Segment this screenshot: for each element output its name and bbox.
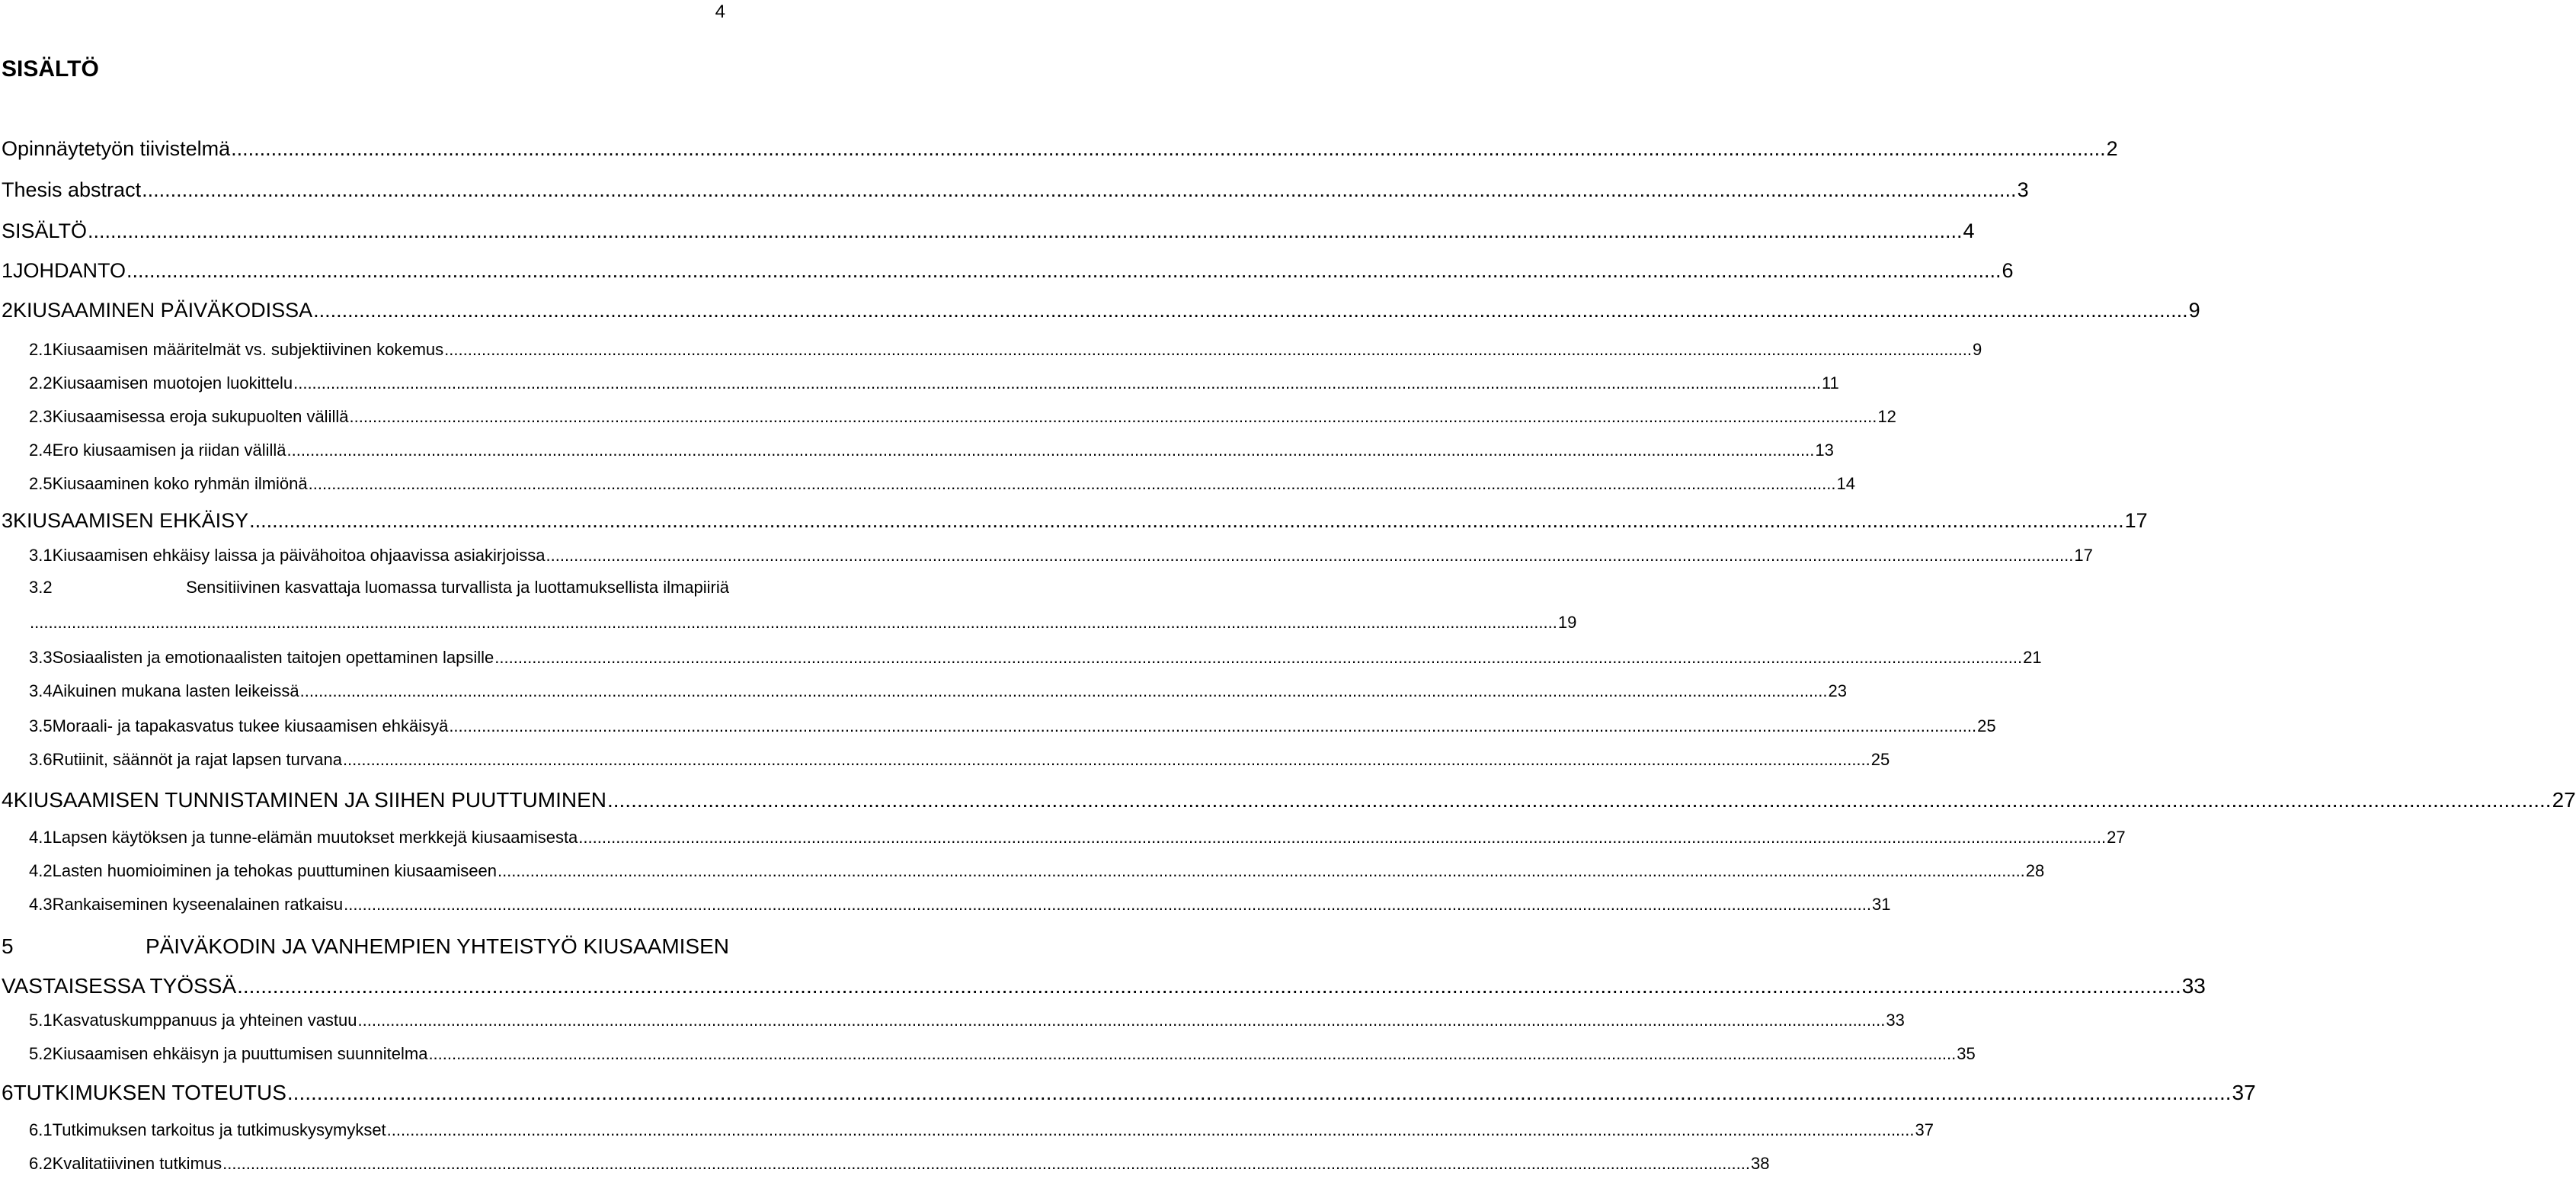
- toc-entry-title: Sosiaalisten ja emotionaalisten taitojen opettaminen lapsille: [52, 648, 494, 667]
- toc-entry-title: VASTAISESSA TYÖSSÄ: [2, 974, 237, 998]
- toc-entry-title: Kiusaamisessa eroja sukupuolten välillä: [52, 407, 349, 426]
- toc-entry[interactable]: [2, 474, 1855, 494]
- toc-entry-page: 37: [2232, 1081, 2256, 1104]
- toc-entry-page: 37: [1915, 1120, 1934, 1139]
- toc-entry-number: 5: [2, 934, 14, 958]
- toc-entry-page: 3: [2017, 178, 2029, 201]
- toc-entry-title: Kiusaamisen ehkäisyn ja puuttumisen suunnitelma: [52, 1044, 428, 1063]
- toc-leader-dots: [546, 546, 2074, 565]
- toc-entry-number: 1: [2, 259, 14, 282]
- toc-entry-page: 28: [2025, 861, 2045, 880]
- toc-entry[interactable]: [2, 299, 2200, 322]
- toc-leader-dots: [231, 137, 2105, 161]
- toc-leader-dots: [309, 474, 1836, 494]
- toc-entry[interactable]: [2, 1044, 1976, 1064]
- toc-entry[interactable]: [2, 934, 729, 959]
- toc-leader-dots: [428, 1044, 1956, 1064]
- toc-leader-dots: [222, 1154, 1750, 1174]
- toc-entry[interactable]: [2, 788, 2576, 812]
- toc-entry-number: 3.6: [29, 750, 53, 769]
- toc-entry-title: Sensitiivinen kasvattaja luomassa turvallista ja luottamuksellista ilmapiiriä: [186, 578, 729, 597]
- toc-leader-dots: [344, 895, 1871, 915]
- toc-entry-page: 19: [1557, 613, 1577, 632]
- toc-leader-dots: [358, 1011, 1886, 1030]
- toc-entry[interactable]: [2, 974, 2206, 998]
- toc-entry[interactable]: [2, 340, 1982, 360]
- toc-entry-number: 4.1: [29, 828, 53, 847]
- toc-leader-dots: [449, 716, 1976, 736]
- toc-entry-title: Kiusaamisen ehkäisy laissa ja päivähoitoa ohjaavissa asiakirjoissa: [52, 546, 546, 565]
- toc-leader-dots: [349, 407, 1877, 427]
- toc-entry-title: Kasvatuskumppanuus ja yhteinen vastuu: [52, 1011, 357, 1030]
- toc-entry[interactable]: [2, 861, 2045, 881]
- toc-entry-number: 2.4: [29, 441, 53, 460]
- toc-entry[interactable]: [2, 716, 1996, 736]
- toc-entry-page: 25: [1870, 750, 1890, 769]
- toc-entry-number: 5.1: [29, 1011, 53, 1030]
- toc-entry[interactable]: [2, 613, 1577, 633]
- toc-entry[interactable]: [2, 648, 2042, 668]
- toc-entry-number: 2: [2, 299, 14, 322]
- toc-entry[interactable]: [2, 441, 1834, 460]
- toc-entry[interactable]: [2, 509, 2148, 533]
- toc-entry-page: 38: [1750, 1154, 1770, 1173]
- toc-leader-dots: [444, 340, 1972, 360]
- toc-entry-title: Moraali- ja tapakasvatus tukee kiusaamisen ehkäisyä: [52, 716, 449, 735]
- toc-entry[interactable]: [2, 178, 2029, 202]
- toc-entry-page: 4: [1963, 219, 1975, 242]
- toc-entry-title: JOHDANTO: [13, 259, 126, 282]
- toc-entry-title: Kiusaamisen määritelmät vs. subjektiivinen kokemus: [52, 340, 444, 359]
- toc-entry-title: Kiusaaminen koko ryhmän ilmiönä: [52, 474, 308, 493]
- toc-entry-title: Lapsen käytöksen ja tunne-elämän muutokset merkkejä kiusaamisesta: [52, 828, 578, 847]
- toc-entry-title: Ero kiusaamisen ja riidan välillä: [52, 441, 286, 460]
- toc-leader-dots: [237, 974, 2181, 998]
- toc-entry-title: TUTKIMUKSEN TOTEUTUS: [13, 1081, 286, 1104]
- toc-entry-title: SISÄLTÖ: [2, 219, 88, 242]
- page-number: 4: [715, 2, 725, 22]
- toc-entry-page: 27: [2552, 788, 2576, 812]
- toc-entry-number: 4.2: [29, 861, 53, 880]
- toc-entry-number: 2.3: [29, 407, 53, 426]
- toc-entry-title: KIUSAAMINEN PÄIVÄKODISSA: [13, 299, 313, 322]
- toc-leader-dots: [300, 681, 1828, 701]
- toc-entry-page: 35: [1957, 1044, 1976, 1063]
- toc-leader-dots: [142, 178, 2016, 202]
- toc-entry[interactable]: [2, 681, 1847, 701]
- toc-entry-number: 3.4: [29, 681, 53, 700]
- toc-entry-number: 3.2: [29, 578, 53, 597]
- toc-entry-number: 5.2: [29, 1044, 53, 1063]
- toc-entry-page: 13: [1815, 441, 1834, 460]
- toc-entry-page: 14: [1836, 474, 1855, 493]
- toc-entry-title: KIUSAAMISEN TUNNISTAMINEN JA SIIHEN PUUTTUMINEN: [13, 788, 606, 812]
- toc-entry-title: Rankaiseminen kyseenalainen ratkaisu: [52, 895, 344, 914]
- toc-entry-number: 2.5: [29, 474, 53, 493]
- toc-leader-dots: [287, 441, 1815, 460]
- toc-leader-dots: [607, 788, 2552, 812]
- toc-entry-page: 2: [2106, 137, 2118, 160]
- toc-entry[interactable]: [2, 259, 2014, 283]
- toc-entry-number: 2.1: [29, 340, 53, 359]
- toc-entry-number: 3: [2, 509, 14, 532]
- toc-entry-title: Tutkimuksen tarkoitus ja tutkimuskysymykset: [52, 1120, 386, 1139]
- toc-entry-number: 4: [2, 788, 14, 812]
- toc-entry-title: Kvalitatiivinen tutkimus: [52, 1154, 222, 1173]
- toc-entry[interactable]: [2, 1154, 1770, 1174]
- toc-entry-number: 2.2: [29, 373, 53, 392]
- toc-entry-page: 23: [1828, 681, 1847, 700]
- toc-entry[interactable]: [2, 1081, 2256, 1105]
- toc-leader-dots: [30, 613, 1557, 633]
- toc-entry-number: 3.1: [29, 546, 53, 565]
- toc-entry-title: Opinnäytetyön tiivistelmä: [2, 137, 231, 160]
- toc-entry-title: KIUSAAMISEN EHKÄISY: [13, 509, 249, 532]
- toc-entry-page: 21: [2023, 648, 2042, 667]
- toc-entry-number: 6.2: [29, 1154, 53, 1173]
- toc-entry-page: 25: [1977, 716, 1996, 735]
- toc-entry-title: Aikuinen mukana lasten leikeissä: [52, 681, 299, 700]
- toc-entry-title: Thesis abstract: [2, 178, 142, 201]
- toc-entry-page: 9: [2188, 299, 2200, 322]
- toc-entry[interactable]: [2, 750, 1890, 770]
- toc-entry[interactable]: [2, 1011, 1905, 1030]
- toc-leader-dots: [293, 373, 1821, 393]
- toc-leader-dots: [88, 219, 1962, 243]
- toc-entry-title: PÄIVÄKODIN JA VANHEMPIEN YHTEISTYÖ KIUSAAMISEN: [145, 934, 729, 958]
- toc-leader-dots: [126, 259, 2001, 283]
- toc-leader-dots: [313, 299, 2187, 322]
- toc-entry-number: 4.3: [29, 895, 53, 914]
- toc-entry-title: Rutiinit, säännöt ja rajat lapsen turvana: [52, 750, 342, 769]
- toc-entry[interactable]: [2, 373, 1839, 393]
- toc-entry-title: Kiusaamisen muotojen luokittelu: [52, 373, 293, 392]
- toc-entry[interactable]: [2, 1120, 1934, 1140]
- toc-leader-dots: [494, 648, 2022, 668]
- toc-entry-number: 6.1: [29, 1120, 53, 1139]
- toc-entry-page: 27: [2107, 828, 2126, 847]
- toc-entry-page: 6: [2002, 259, 2014, 282]
- toc-entry-page: 12: [1877, 407, 1896, 426]
- toc-entry-title: Lasten huomioiminen ja tehokas puuttuminen kiusaamiseen: [52, 861, 497, 880]
- toc-entry[interactable]: [2, 895, 1891, 915]
- toc-entry[interactable]: [2, 546, 2093, 565]
- toc-entry-page: 11: [1821, 373, 1839, 392]
- toc-leader-dots: [343, 750, 1870, 770]
- toc-entry-page: 17: [2124, 509, 2148, 532]
- toc-entry-page: 17: [2074, 546, 2093, 565]
- toc-entry[interactable]: [2, 578, 729, 598]
- toc-leader-dots: [578, 828, 2106, 847]
- toc-entry-page: 31: [1872, 895, 1891, 914]
- toc-entry-number: 3.3: [29, 648, 53, 667]
- toc-entry[interactable]: [2, 828, 2126, 847]
- toc-entry-page: 33: [1886, 1011, 1905, 1030]
- toc-leader-dots: [387, 1120, 1915, 1140]
- toc-entry[interactable]: [2, 407, 1896, 427]
- toc-leader-dots: [287, 1081, 2232, 1105]
- toc-entry-page: 9: [1972, 340, 1982, 359]
- toc-leader-dots: [249, 509, 2123, 533]
- toc-entry-number: 6: [2, 1081, 14, 1104]
- toc-entry-number: 3.5: [29, 716, 53, 735]
- page-title: SISÄLTÖ: [2, 56, 99, 82]
- toc-entry[interactable]: [2, 219, 1975, 243]
- toc-entry-page: 33: [2181, 974, 2206, 998]
- toc-leader-dots: [498, 861, 2025, 881]
- toc-entry[interactable]: [2, 137, 2118, 161]
